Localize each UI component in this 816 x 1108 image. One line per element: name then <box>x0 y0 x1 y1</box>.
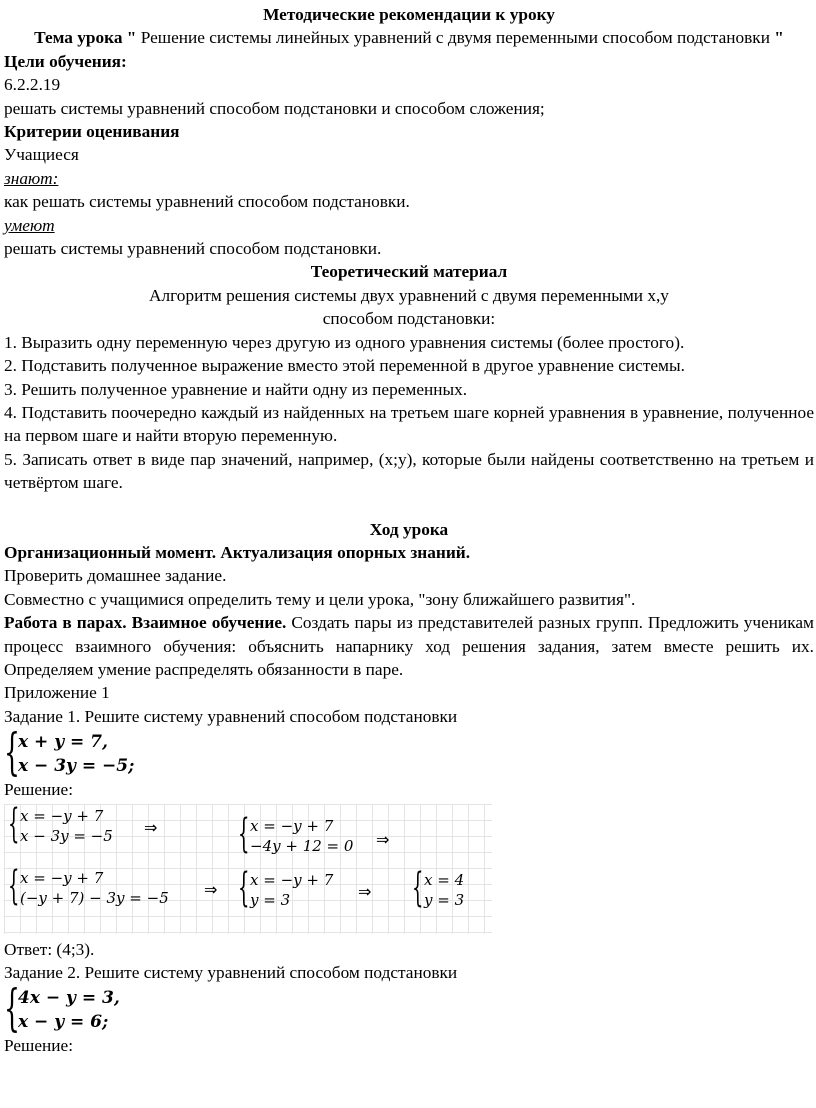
theory-heading: Теоретический материал <box>310 262 508 282</box>
topic-label: Тема урока " <box>34 28 141 48</box>
solution-step-3-brace: { <box>8 862 20 909</box>
solution-step-1-eq2: x − 3y = −5 <box>20 826 113 845</box>
solution-step-5-eq1: x = 4 <box>424 870 465 889</box>
algorithm-step-4: 4. Подставить поочередно каждый из найденных на третьем шаге корней уравнения в уравнение, полученное на первом шаге и найти вторую переменную. <box>4 402 814 446</box>
solution-step-1 <box>8 800 113 847</box>
task1-solution-grid <box>4 800 492 934</box>
criteria-can-label: умеют <box>4 215 55 235</box>
document-page <box>4 3 814 1058</box>
appendix-label: Приложение 1 <box>4 683 110 703</box>
task1-prompt: Задание 1. Решите систему уравнений способом подстановки <box>4 706 458 726</box>
algorithm-step-1: 1. Выразить одну переменную через другую из одного уравнения системы (более простого). <box>4 332 685 352</box>
lesson-heading: Ход урока <box>369 519 449 539</box>
spacer <box>4 495 814 518</box>
solution-step-5-brace: { <box>412 864 424 911</box>
task1-system <box>4 723 814 782</box>
solution-step-2 <box>238 810 354 857</box>
algorithm-step-2: 2. Подставить полученное выражение вместо этой переменной в другое уравнение системы. <box>4 356 685 376</box>
implies-arrow-3: ⇒ <box>204 879 218 899</box>
lesson-org-moment: Организационный момент. Актуализация опорных знаний. <box>4 542 471 562</box>
solution-step-2-brace: { <box>238 810 250 857</box>
criteria-know-label: знают: <box>4 168 59 188</box>
task2-equation-1: 4x − y = 3, <box>18 988 120 1009</box>
task1-equation-2: x − 3y = −5; <box>18 756 135 777</box>
goals-code: 6.2.2.19 <box>4 75 61 95</box>
criteria-know-text: как решать системы уравнений способом подстановки. <box>4 192 410 212</box>
implies-arrow-2: ⇒ <box>376 829 390 849</box>
algorithm-title-line2: способом подстановки: <box>322 309 496 329</box>
lesson-pairs-work <box>4 611 814 681</box>
task1-brace: { <box>4 723 20 782</box>
solution-step-3 <box>8 862 169 909</box>
task2-system <box>4 979 814 1038</box>
criteria-subject: Учащиеся <box>4 145 79 165</box>
pairs-work-label: Работа в парах. Взаимное обучение. <box>4 613 287 633</box>
document-title: Методические рекомендации к уроку <box>263 5 555 24</box>
algorithm-step-5: 5. Записать ответ в виде пар значений, например, (х;у), которые были найдены соответственно на третьем и четвёртом шаге. <box>4 449 814 493</box>
task2-equation-2: x − y = 6; <box>18 1012 109 1033</box>
solution-step-3-eq1: x = −y + 7 <box>20 868 104 887</box>
task1-solution-label: Решение: <box>4 780 73 800</box>
task2-solution-label: Решение: <box>4 1036 73 1056</box>
solution-step-3-eq2: (−y + 7) − 3y = −5 <box>20 888 169 907</box>
solution-step-4 <box>238 864 334 911</box>
criteria-can-text: решать системы уравнений способом подстановки. <box>4 239 382 259</box>
solution-step-4-eq1: x = −y + 7 <box>250 870 334 889</box>
implies-arrow-4: ⇒ <box>358 881 372 901</box>
solution-step-4-eq2: y = 3 <box>250 890 291 909</box>
algorithm-title-line1: Алгоритм решения системы двух уравнений с двумя переменными х,у <box>149 285 669 305</box>
pairs-work-text: Создать пары из представителей разных групп. Предложить ученикам процесс взаимного обучения: объяснить напарнику ход решения задания, затем вместе решить их. Определяем умение распределять обязанности в паре. <box>4 613 814 679</box>
solution-step-2-eq2: −4y + 12 = 0 <box>250 836 354 855</box>
lesson-topic <box>4 26 814 49</box>
lesson-topic-goals: Совместно с учащимися определить тему и цели урока, "зону ближайшего развития". <box>4 589 636 609</box>
task2-prompt: Задание 2. Решите систему уравнений способом подстановки <box>4 963 458 982</box>
topic-text: Решение системы линейных уравнений с двумя переменными способом подстановки <box>140 28 775 48</box>
topic-close-quote: " <box>774 28 784 48</box>
implies-arrow-1: ⇒ <box>144 817 158 837</box>
task1-answer: Ответ: (4;3). <box>4 939 95 959</box>
task2-brace: { <box>4 979 20 1038</box>
task1-equation-1: x + y = 7, <box>18 732 108 753</box>
solution-step-1-eq1: x = −y + 7 <box>20 806 104 825</box>
lesson-homework: Проверить домашнее задание. <box>4 566 227 586</box>
solution-step-1-brace: { <box>8 800 20 847</box>
solution-step-5 <box>412 864 465 911</box>
criteria-heading: Критерии оценивания <box>4 122 180 142</box>
algorithm-step-3: 3. Решить полученное уравнение и найти одну из переменных. <box>4 379 468 399</box>
goals-heading: Цели обучения: <box>4 51 127 71</box>
solution-step-2-eq1: x = −y + 7 <box>250 816 334 835</box>
goals-text: решать системы уравнений способом подстановки и способом сложения; <box>4 98 545 118</box>
solution-step-4-brace: { <box>238 864 250 911</box>
solution-step-5-eq2: y = 3 <box>424 890 465 909</box>
